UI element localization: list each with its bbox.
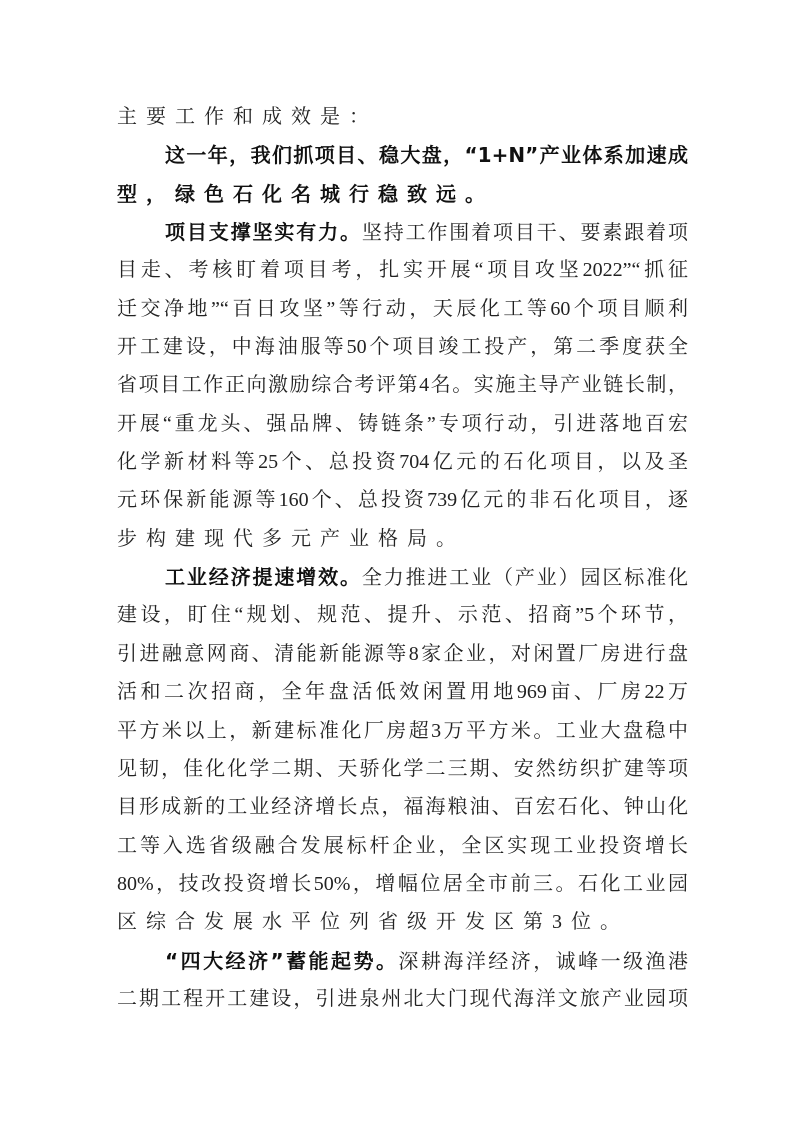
text-line [117,446,688,484]
body-text: 引进融意网商、清能新能源等8家企业，对闲置厂房进行盘 [117,642,688,665]
text-line [117,638,688,676]
text-line [117,983,688,1021]
text-line [117,676,688,714]
text-line [117,830,688,868]
body-text: 开展“重龙头、强品牌、铸链条”专项行动，引进落地百宏 [117,412,688,435]
body-text: 区综合发展水平位列省级开发区第3位。 [117,911,629,934]
text-line [117,868,688,906]
body-text: 建设，盯住“规划、规范、提升、示范、招商”5个环节， [117,604,688,627]
body-text: 工等入选省级融合发展标杆企业，全区实现工业投资增长 [117,834,688,857]
text-line [117,791,688,829]
bold-heading-text: 型，绿色石化名城行稳致远。 [117,181,494,206]
text-line [117,906,688,944]
body-text: 开工建设，中海油服等50个项目竣工投产，第二季度获全 [117,336,688,359]
body-text: 80%，技改投资增长50%，增幅位居全市前三。石化工业园 [117,872,688,895]
bold-heading-text: 项目支撑坚实有力。 [165,220,362,245]
body-text: 深耕海洋经济，诚峰一级渔港 [398,950,689,973]
text-line [117,561,688,599]
text-line [117,523,688,561]
text-line [117,369,688,407]
body-text: 活和二次招商，全年盘活低效闲置用地969亩、厂房22万 [117,681,688,704]
body-text: 二期工程开工建设，引进泉州北大门现代海洋文旅产业园项 [117,987,688,1010]
body-text: 目形成新的工业经济增长点，福海粮油、百宏石化、钟山化 [117,796,688,819]
text-line [117,216,688,254]
text-line [117,254,688,292]
bold-heading-text: 工业经济提速增效。 [165,565,362,590]
text-line [117,101,688,139]
body-text: 目走、考核盯着项目考，扎实开展“项目攻坚2022”“抓征 [117,259,688,282]
body-text: 省项目工作正向激励综合考评第4名。实施主导产业链长制， [117,374,688,397]
body-text: 化学新材料等25个、总投资704亿元的石化项目，以及圣 [117,451,688,474]
body-text: 坚持工作围着项目干、要素跟着项 [361,222,689,245]
text-line [117,945,688,983]
bold-heading-text: 这一年，我们抓项目、稳大盘，“1+N”产业体系加速成 [165,143,688,168]
text-line [117,178,688,216]
text-line [117,139,688,177]
text-line [117,293,688,331]
body-text: 主要工作和成效是： [117,106,378,128]
text-line [117,331,688,369]
text-line [117,599,688,637]
body-text: 平方米以上，新建标准化厂房超3万平方米。工业大盘稳中 [117,719,688,742]
body-text: 见韧，佳化化学二期、天骄化学二三期、安然纺织扩建等项 [117,757,688,780]
body-text: 步构建现代多元产业格局。 [117,527,465,550]
bold-heading-text: “四大经济”蓄能起势。 [165,948,399,973]
text-line [117,715,688,753]
text-line [117,484,688,522]
document-page [117,101,688,1021]
text-line [117,753,688,791]
text-line [117,408,688,446]
body-text: 全力推进工业（产业）园区标准化 [361,567,689,590]
body-text: 元环保新能源等160个、总投资739亿元的非石化项目，逐 [117,489,688,512]
body-text: 迁交净地”“百日攻坚”等行动，天辰化工等60个项目顺利 [117,297,688,320]
